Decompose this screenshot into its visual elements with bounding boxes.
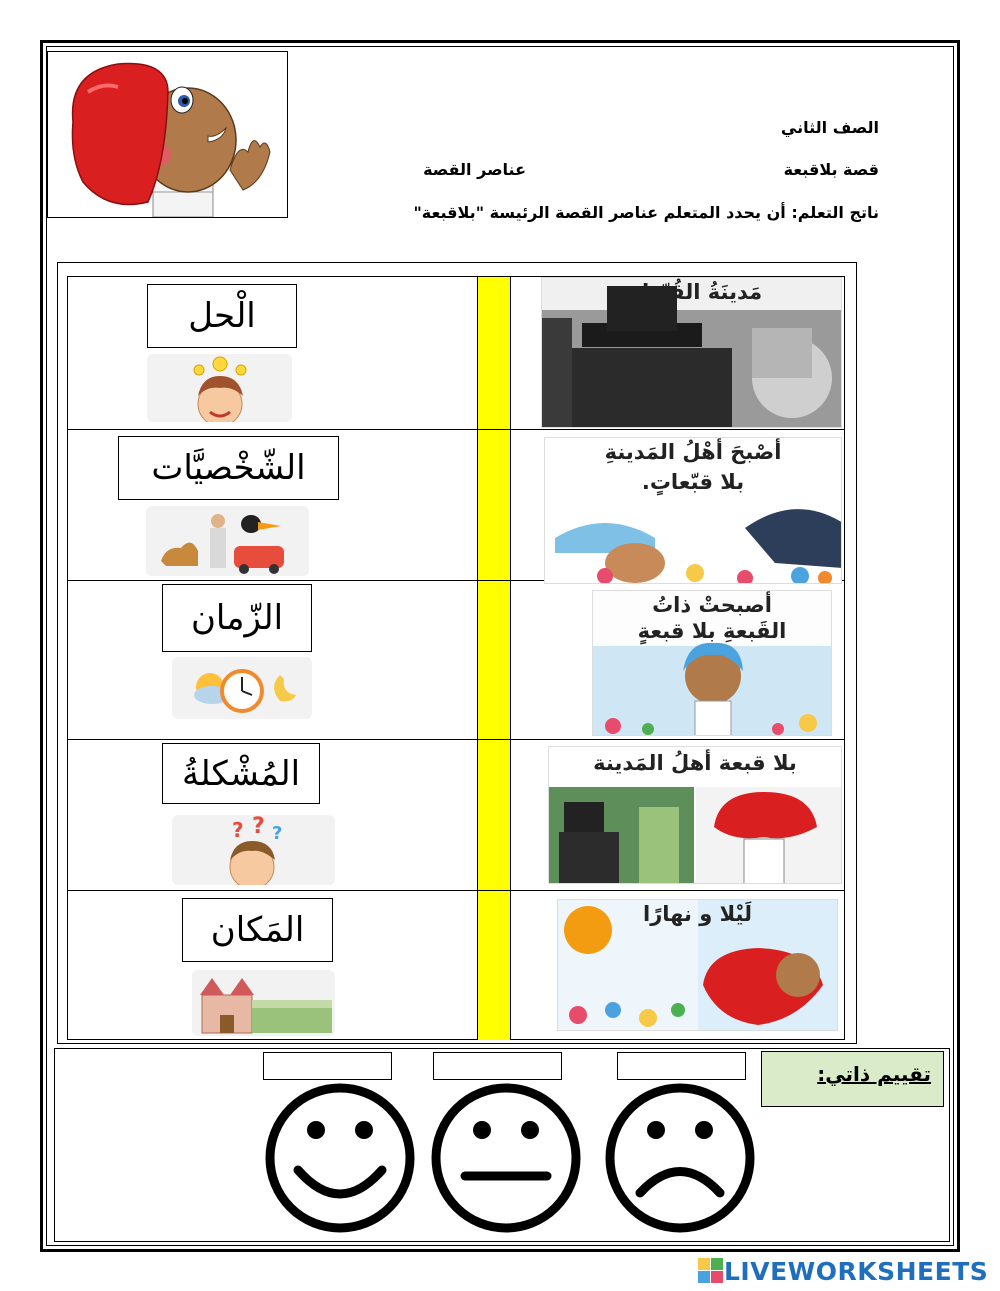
logo-text: LIVEWORKSHEETS — [724, 1256, 989, 1286]
picture-day-night[interactable] — [557, 899, 838, 1031]
learning-outcome: ناتج التعلم: أن يحدد المتعلم عناصر القصة الرئيسة "بلاقبعة" — [413, 203, 879, 222]
word-card-solution[interactable]: الْحل — [147, 284, 297, 348]
matching-strip — [477, 277, 511, 1040]
logo-blocks-icon — [698, 1258, 724, 1284]
rating-faces — [260, 1078, 760, 1242]
picture-hat-city[interactable] — [541, 277, 842, 428]
self-assessment-label: تقييم ذاتي: — [761, 1051, 944, 1107]
grade-label: الصف الثاني — [780, 118, 879, 137]
answer-box-sad[interactable] — [617, 1052, 746, 1080]
picture-caption: بلا قبعة أهلُ المَدينة — [593, 751, 797, 775]
story-title: قصة بلاقبعة — [783, 160, 879, 179]
word-card-characters[interactable]: الشّخْصيَّات — [118, 436, 339, 500]
answer-box-neutral[interactable] — [433, 1052, 562, 1080]
picture-caption: لَيْلا و نهارًا — [643, 902, 752, 926]
svg-text:?: ? — [272, 823, 283, 844]
picture-city-people[interactable] — [548, 746, 842, 884]
row-divider — [67, 429, 845, 430]
svg-text:?: ? — [232, 818, 244, 842]
picture-caption-line2: بلا قبّعاتٍ. — [641, 470, 745, 494]
picture-caption: مَدينَةُ القُبّعات — [620, 280, 763, 304]
picture-caption: أصبحتْ ذاتُ — [652, 593, 772, 617]
word-card-place[interactable]: المَكان — [182, 898, 333, 962]
picture-girl-no-hat[interactable] — [592, 590, 832, 736]
solution-icon — [147, 354, 292, 422]
sad-face-icon[interactable] — [610, 1088, 750, 1228]
topic-title: عناصر القصة — [423, 160, 526, 179]
svg-text:?: ? — [252, 815, 265, 839]
time-icon — [172, 657, 312, 719]
row-divider — [67, 739, 845, 740]
neutral-face-icon[interactable] — [436, 1088, 576, 1228]
happy-face-icon[interactable] — [270, 1088, 410, 1228]
row-divider — [67, 890, 845, 891]
place-icon — [192, 970, 335, 1036]
picture-caption: أصْبحَ أهْلُ المَدينةِ — [604, 440, 782, 464]
word-card-time[interactable]: الزّمان — [162, 584, 312, 652]
liveworksheets-logo — [698, 1256, 988, 1286]
problem-icon — [172, 815, 335, 885]
story-character-illustration — [47, 51, 288, 218]
characters-icon — [146, 506, 309, 576]
picture-people-no-hats[interactable] — [544, 437, 842, 584]
picture-caption-line2: القَبعةِ بلا قبعةٍ — [637, 619, 787, 643]
answer-box-happy[interactable] — [263, 1052, 392, 1080]
word-card-problem[interactable]: المُشْكلةُ — [162, 743, 320, 804]
